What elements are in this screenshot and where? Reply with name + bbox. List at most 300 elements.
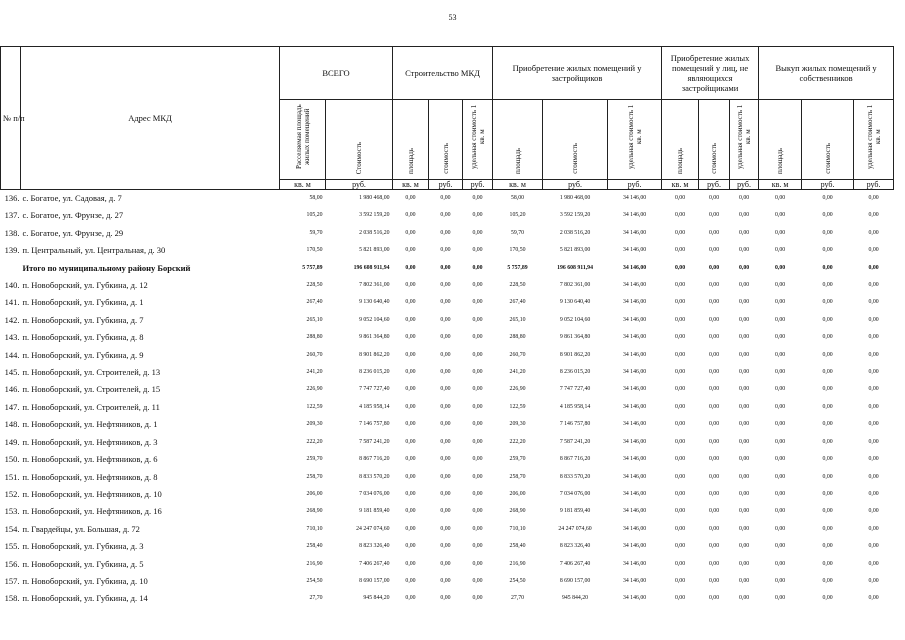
value-cell: 0,00	[472, 438, 483, 445]
table-row	[1, 242, 894, 259]
value-cell: 0,00	[440, 560, 451, 567]
subheader-label: Расселяемая площадь жилых помещений	[294, 104, 311, 170]
row-number: 136.	[4, 193, 20, 203]
value-cell: 0,00	[440, 543, 451, 550]
value-cell: 7 406 267,40	[559, 560, 591, 567]
subheader-label: стоимость	[571, 143, 580, 174]
row-number: 153.	[4, 506, 20, 517]
value-cell: 0,00	[674, 490, 686, 497]
unit-cell: руб.	[543, 180, 608, 190]
subheader-label: площадь	[776, 148, 785, 174]
value-cell: 265,10	[509, 316, 526, 323]
value-cell: 0,00	[868, 403, 879, 410]
value-cell: 0,00	[472, 369, 483, 376]
value-cell: 8 690 157,00	[359, 577, 390, 584]
value-cell: 0,00	[708, 490, 720, 497]
value-cell: 0,00	[738, 334, 750, 341]
value-cell: 196 608 911,94	[353, 264, 390, 271]
row-address: п. Новоборский, ул. Нефтяников, д. 3	[22, 436, 158, 447]
value-cell: 0,00	[472, 386, 483, 393]
value-cell: 4 185 958,14	[559, 403, 591, 410]
value-cell: 254,50	[306, 577, 323, 584]
value-cell: 0,00	[708, 247, 720, 254]
value-cell: 34 146,00	[622, 560, 647, 567]
value-cell: 170,50	[306, 247, 323, 254]
value-cell: 0,00	[440, 456, 451, 463]
value-cell: 7 747 727,40	[359, 386, 390, 393]
value-cell: 0,00	[674, 438, 686, 445]
value-cell: 0,00	[738, 577, 750, 584]
row-address: п. Новоборский, ул. Губкина, д. 10	[22, 575, 148, 586]
value-cell: 0,00	[405, 560, 416, 567]
value-cell: 0,00	[868, 421, 879, 428]
value-cell: 0,00	[440, 473, 451, 480]
value-cell: 0,00	[868, 543, 879, 550]
value-cell: 1 980 468,00	[559, 195, 591, 201]
value-cell: 0,00	[472, 282, 483, 289]
value-cell: 0,00	[674, 247, 686, 254]
value-cell: 0,00	[774, 438, 786, 445]
subheader-cell	[699, 100, 730, 180]
value-cell: 0,00	[405, 282, 416, 289]
value-cell: 0,00	[738, 282, 750, 289]
value-cell: 0,00	[774, 508, 786, 515]
table-row	[1, 225, 894, 242]
value-cell: 0,00	[674, 282, 686, 289]
value-cell: 1 980 468,00	[359, 195, 390, 201]
value-cell: 0,00	[472, 403, 483, 410]
row-address: с. Богатое, ул. Фрунзе, д. 27	[22, 210, 124, 221]
subheader-label: стоимость	[441, 143, 450, 174]
value-cell: 0,00	[472, 351, 483, 358]
table-row	[1, 521, 894, 538]
value-cell: 0,00	[440, 299, 451, 306]
value-cell: 0,00	[868, 456, 879, 463]
value-cell: 0,00	[472, 595, 483, 602]
row-number: 142.	[4, 314, 20, 325]
value-cell: 0,00	[868, 560, 879, 567]
value-cell: 0,00	[868, 282, 879, 289]
value-cell: 5 757,89	[302, 264, 323, 271]
value-cell: 0,00	[822, 473, 833, 480]
subheader-cell	[393, 100, 429, 180]
value-cell: 0,00	[738, 195, 750, 201]
row-address: п. Новоборский, ул. Нефтяников, д. 16	[22, 506, 162, 517]
value-cell: 0,00	[405, 212, 416, 219]
value-cell: 268,90	[306, 508, 323, 515]
unit-cell: кв. м	[280, 180, 326, 190]
value-cell: 0,00	[472, 421, 483, 428]
row-address: п. Новоборский, ул. Нефтяников, д. 10	[22, 488, 162, 499]
row-number: 152.	[4, 488, 20, 499]
value-cell: 0,00	[738, 508, 750, 515]
value-cell: 8 901 862,20	[359, 351, 390, 358]
value-cell: 34 146,00	[622, 247, 647, 254]
value-cell: 7 034 076,00	[359, 490, 390, 497]
table-row	[1, 381, 894, 398]
value-cell: 59,70	[511, 229, 525, 236]
value-cell: 0,00	[405, 316, 416, 323]
value-cell: 4 185 958,14	[359, 403, 390, 410]
value-cell: 0,00	[738, 386, 750, 393]
value-cell: 196 608 911,94	[557, 264, 593, 271]
value-cell: 0,00	[674, 577, 686, 584]
value-cell: 34 146,00	[622, 438, 647, 445]
unit-cell: руб.	[730, 180, 759, 190]
value-cell: 0,00	[405, 577, 416, 584]
table-row	[1, 207, 894, 224]
row-address: п. Новоборский, ул. Губкина, д. 8	[22, 332, 144, 343]
value-cell: 0,00	[674, 195, 686, 201]
value-cell: 34 146,00	[622, 195, 647, 201]
value-cell: 34 146,00	[622, 316, 647, 323]
subheader-cell	[730, 100, 759, 180]
value-cell: 8 823 326,40	[559, 543, 591, 550]
table-row	[1, 538, 894, 555]
value-cell: 259,70	[509, 456, 526, 463]
row-address: п. Новоборский, ул. Строителей, д. 15	[22, 384, 161, 395]
table-row	[1, 573, 894, 590]
row-number: 140.	[4, 280, 20, 291]
value-cell: 0,00	[674, 595, 686, 602]
row-number	[1, 260, 21, 277]
value-cell: 258,40	[306, 543, 323, 550]
value-cell: 34 146,00	[622, 299, 647, 306]
value-cell: 0,00	[708, 438, 720, 445]
value-cell: 24 247 074,60	[558, 525, 592, 532]
value-cell: 34 146,00	[622, 525, 647, 532]
value-cell: 0,00	[774, 473, 786, 480]
subheader-cell	[429, 100, 463, 180]
table-row	[1, 399, 894, 416]
value-cell: 0,00	[774, 543, 786, 550]
value-cell: 0,00	[405, 264, 416, 271]
subheader-label: площадь	[513, 148, 522, 174]
value-cell: 34 146,00	[622, 264, 647, 271]
value-cell: 7 146 757,80	[559, 421, 591, 428]
value-cell: 0,00	[674, 456, 686, 463]
value-cell: 260,70	[509, 351, 526, 358]
value-cell: 258,70	[509, 473, 526, 480]
value-cell: 228,50	[509, 282, 526, 289]
row-address: п. Новоборский, ул. Нефтяников, д. 1	[22, 419, 158, 430]
value-cell: 0,00	[440, 316, 451, 323]
value-cell: 0,00	[472, 229, 483, 236]
value-cell: 34 146,00	[622, 490, 647, 497]
value-cell: 0,00	[472, 212, 483, 219]
value-cell: 0,00	[868, 316, 879, 323]
row-address: п. Новоборский, ул. Губкина, д. 7	[22, 314, 144, 325]
value-cell: 710,10	[509, 525, 526, 532]
value-cell: 226,90	[306, 386, 323, 393]
value-cell: 7 747 727,40	[559, 386, 591, 393]
value-cell: 0,00	[440, 229, 451, 236]
value-cell: 0,00	[708, 595, 720, 602]
value-cell: 8 901 862,20	[559, 351, 591, 358]
table-row	[1, 294, 894, 311]
value-cell: 0,00	[472, 456, 483, 463]
value-cell: 9 181 859,40	[359, 508, 390, 515]
header-group-row	[1, 47, 894, 100]
value-cell: 0,00	[822, 543, 833, 550]
value-cell: 9 052 104,60	[559, 316, 591, 323]
value-cell: 0,00	[472, 264, 483, 271]
value-cell: 0,00	[774, 351, 786, 358]
value-cell: 0,00	[822, 490, 833, 497]
value-cell: 0,00	[822, 316, 833, 323]
value-cell: 0,00	[472, 247, 483, 254]
value-cell: 0,00	[708, 403, 720, 410]
value-cell: 0,00	[708, 334, 720, 341]
value-cell: 0,00	[708, 525, 720, 532]
value-cell: 0,00	[405, 247, 416, 254]
value-cell: 0,00	[774, 386, 786, 393]
value-cell: 5 757,89	[507, 264, 528, 271]
value-cell: 27,70	[309, 595, 323, 602]
value-cell: 0,00	[674, 299, 686, 306]
unit-cell: руб.	[429, 180, 463, 190]
value-cell: 0,00	[868, 386, 879, 393]
unit-cell: кв. м	[393, 180, 429, 190]
value-cell: 0,00	[674, 351, 686, 358]
value-cell: 0,00	[405, 369, 416, 376]
value-cell: 105,20	[509, 212, 526, 219]
value-cell: 0,00	[868, 229, 879, 236]
value-cell: 27,70	[511, 595, 525, 602]
value-cell: 34 146,00	[622, 456, 647, 463]
value-cell: 222,20	[306, 438, 323, 445]
value-cell: 0,00	[708, 543, 720, 550]
value-cell: 7 802 361,00	[359, 282, 390, 289]
table-row	[1, 434, 894, 451]
value-cell: 34 146,00	[622, 369, 647, 376]
value-cell: 7 406 267,40	[359, 560, 390, 567]
subheader-label: удельная стоимость 1 кв. м	[626, 104, 643, 170]
value-cell: 3 592 159,20	[559, 212, 591, 219]
relocation-table	[0, 46, 894, 608]
value-cell: 0,00	[868, 490, 879, 497]
subheader-label: стоимость	[710, 143, 719, 174]
value-cell: 0,00	[440, 212, 451, 219]
value-cell: 0,00	[674, 543, 686, 550]
value-cell: 0,00	[774, 456, 786, 463]
page-number: 53	[448, 13, 457, 22]
value-cell: 0,00	[708, 456, 720, 463]
row-address: с. Богатое, ул. Фрунзе, д. 29	[22, 227, 124, 238]
value-cell: 0,00	[868, 595, 879, 602]
value-cell: 0,00	[868, 351, 879, 358]
row-address: п. Новоборский, ул. Губкина, д. 3	[22, 541, 144, 552]
subheader-label: стоимость	[823, 143, 832, 174]
row-number: 148.	[4, 419, 20, 430]
row-address: п. Центральный, ул. Центральная, д. 30	[22, 245, 166, 256]
value-cell: 0,00	[440, 282, 451, 289]
value-cell: 0,00	[822, 595, 833, 602]
table-row	[1, 190, 894, 208]
unit-cell: кв. м	[662, 180, 699, 190]
value-cell: 0,00	[708, 369, 720, 376]
unit-cell: руб.	[326, 180, 393, 190]
value-cell: 0,00	[440, 351, 451, 358]
value-cell: 0,00	[472, 490, 483, 497]
value-cell: 0,00	[674, 560, 686, 567]
value-cell: 0,00	[738, 456, 750, 463]
value-cell: 7 034 076,00	[559, 490, 591, 497]
value-cell: 34 146,00	[622, 577, 647, 584]
value-cell: 0,00	[868, 212, 879, 219]
value-cell: 9 861 364,80	[559, 334, 591, 341]
value-cell: 0,00	[405, 508, 416, 515]
row-address: п. Новоборский, ул. Строителей, д. 13	[22, 367, 161, 378]
value-cell: 0,00	[738, 264, 750, 271]
value-cell: 0,00	[738, 316, 750, 323]
value-cell: 209,30	[306, 421, 323, 428]
row-number: 147.	[4, 401, 20, 412]
value-cell: 0,00	[440, 369, 451, 376]
value-cell: 0,00	[774, 195, 786, 201]
value-cell: 8 867 716,20	[559, 456, 591, 463]
value-cell: 265,10	[306, 316, 323, 323]
value-cell: 254,50	[509, 577, 526, 584]
value-cell: 24 247 074,60	[356, 525, 390, 532]
value-cell: 0,00	[868, 334, 879, 341]
value-cell: 8 867 716,20	[359, 456, 390, 463]
value-cell: 0,00	[738, 560, 750, 567]
value-cell: 0,00	[822, 525, 833, 532]
row-number: 151.	[4, 471, 20, 482]
value-cell: 0,00	[822, 334, 833, 341]
value-cell: 0,00	[708, 560, 720, 567]
header-group-buyout: Выкуп жилых помещений у собственников	[759, 47, 894, 100]
value-cell: 0,00	[405, 299, 416, 306]
value-cell: 0,00	[440, 403, 451, 410]
row-address: п. Новоборский, ул. Губкина, д. 12	[22, 280, 148, 291]
total-row	[1, 260, 894, 277]
table-row	[1, 312, 894, 329]
subheader-cell	[662, 100, 699, 180]
subheader-cell	[326, 100, 393, 180]
value-cell: 34 146,00	[622, 282, 647, 289]
value-cell: 9 052 104,60	[359, 316, 390, 323]
row-number: 158.	[4, 593, 20, 604]
value-cell: 0,00	[822, 229, 833, 236]
subheader-label: удельная стоимость 1 кв. м	[736, 104, 753, 170]
value-cell: 2 038 516,20	[359, 229, 390, 236]
value-cell: 260,70	[306, 351, 323, 358]
value-cell: 0,00	[774, 595, 786, 602]
value-cell: 122,59	[306, 403, 323, 410]
value-cell: 216,90	[306, 560, 323, 567]
row-address: п. Новоборский, ул. Губкина, д. 9	[22, 349, 144, 360]
row-address: п. Гвардейцы, ул. Большая, д. 72	[22, 523, 140, 534]
value-cell: 8 833 570,20	[559, 473, 591, 480]
value-cell: 0,00	[774, 299, 786, 306]
row-number: 143.	[4, 332, 20, 343]
value-cell: 0,00	[674, 316, 686, 323]
value-cell: 0,00	[708, 212, 720, 219]
value-cell: 0,00	[440, 595, 451, 602]
header-group-other-purchase: Приобретение жилых помещений у лиц, не являющихся застройщиками	[662, 47, 759, 100]
subheader-cell	[759, 100, 802, 180]
table-row	[1, 416, 894, 433]
value-cell: 0,00	[674, 334, 686, 341]
row-address: с. Богатое, ул. Садовая, д. 7	[22, 193, 122, 203]
value-cell: 241,20	[509, 369, 526, 376]
unit-cell: руб.	[608, 180, 662, 190]
value-cell: 0,00	[674, 369, 686, 376]
value-cell: 216,90	[509, 560, 526, 567]
value-cell: 34 146,00	[622, 212, 647, 219]
value-cell: 288,80	[509, 334, 526, 341]
value-cell: 0,00	[405, 403, 416, 410]
value-cell: 710,10	[306, 525, 323, 532]
row-address: Итого по муниципальному району Борский	[22, 262, 191, 273]
value-cell: 209,30	[509, 421, 526, 428]
table-row	[1, 469, 894, 486]
value-cell: 0,00	[708, 508, 720, 515]
value-cell: 0,00	[774, 403, 786, 410]
row-number: 149.	[4, 436, 20, 447]
value-cell: 8 236 015,20	[359, 369, 390, 376]
value-cell: 0,00	[774, 369, 786, 376]
value-cell: 0,00	[868, 247, 879, 254]
value-cell: 5 821 893,00	[359, 247, 390, 254]
value-cell: 0,00	[822, 351, 833, 358]
value-cell: 0,00	[405, 456, 416, 463]
value-cell: 226,90	[509, 386, 526, 393]
value-cell: 0,00	[774, 229, 786, 236]
value-cell: 8 823 326,40	[359, 543, 390, 550]
value-cell: 0,00	[738, 212, 750, 219]
value-cell: 0,00	[738, 438, 750, 445]
value-cell: 8 690 157,00	[559, 577, 591, 584]
value-cell: 228,50	[306, 282, 323, 289]
value-cell: 7 587 241,20	[359, 438, 390, 445]
value-cell: 0,00	[822, 421, 833, 428]
subheader-cell	[543, 100, 608, 180]
value-cell: 0,00	[868, 438, 879, 445]
row-number: 157.	[4, 575, 20, 586]
subheader-label: Стоимость	[355, 141, 363, 174]
value-cell: 7 802 361,00	[559, 282, 591, 289]
value-cell: 0,00	[822, 403, 833, 410]
row-number: 146.	[4, 384, 20, 395]
value-cell: 0,00	[774, 560, 786, 567]
value-cell: 0,00	[822, 247, 833, 254]
row-number: 141.	[4, 297, 20, 308]
value-cell: 9 130 640,40	[359, 299, 390, 306]
value-cell: 0,00	[868, 299, 879, 306]
unit-cell: кв. м	[759, 180, 802, 190]
value-cell: 0,00	[868, 577, 879, 584]
value-cell: 0,00	[440, 247, 451, 254]
header-num: № п/п	[1, 47, 21, 190]
value-cell: 259,70	[306, 456, 323, 463]
value-cell: 3 592 159,20	[359, 212, 390, 219]
value-cell: 0,00	[440, 525, 451, 532]
row-number: 154.	[4, 523, 20, 534]
header-group-construction: Строительство МКД	[393, 47, 493, 100]
value-cell: 9 130 640,40	[559, 299, 591, 306]
value-cell: 0,00	[822, 456, 833, 463]
value-cell: 34 146,00	[622, 421, 647, 428]
value-cell: 0,00	[674, 264, 686, 271]
value-cell: 0,00	[472, 195, 483, 201]
subheader-cell	[608, 100, 662, 180]
value-cell: 0,00	[472, 525, 483, 532]
value-cell: 0,00	[774, 490, 786, 497]
value-cell: 0,00	[774, 577, 786, 584]
